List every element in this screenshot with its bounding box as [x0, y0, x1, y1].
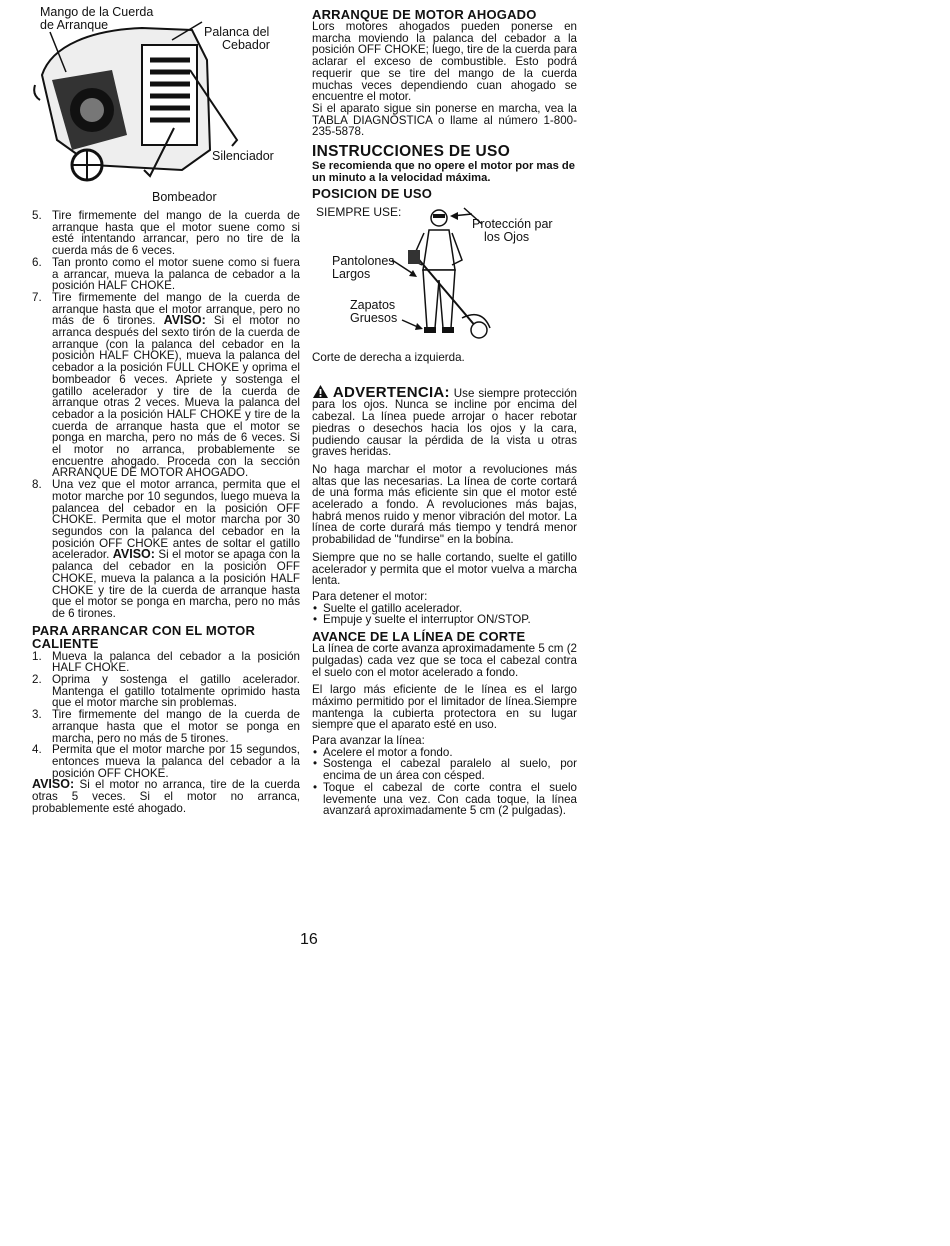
list-item: • Acelere el motor a fondo.	[313, 745, 453, 759]
instructions-heading: INSTRUCCIONES DE USO	[312, 143, 511, 161]
bullet-text: Suelte el gatillo acelerador.	[323, 601, 463, 615]
step-text: Una vez que el motor arranca, permita que el motor marche por 10 segundos, luego mueva la palancea del cebador en la posición OFF CHOKE. Permita que el motor marcha por 30 segundos con la palanca del cebador en la posición OFF CHOKE antes de soltar el gatillo acelerador.	[52, 478, 300, 562]
list-item: • Sostenga el cabezal paralelo al suelo, por encima de un área con césped.	[313, 757, 577, 783]
long-pants-label-2: Largos	[332, 267, 371, 282]
list-item: • Suelte el gatillo acelerador.	[313, 601, 463, 615]
label-choke-lever: Palanca del	[204, 25, 270, 39]
step-number: 1.	[32, 649, 42, 663]
warm-start-list	[32, 651, 300, 780]
step-text: Si el motor se apaga con la palanca del cebador en la posición OFF CHOKE, mueva la palanca a la posición HALF CHOKE y tire de la cuerda de arranque hasta que el motor se ponga en marcha, pero no más de 6 tirones.	[52, 548, 300, 620]
always-use-label: SIEMPRE USE:	[316, 205, 402, 220]
step-number: 5.	[32, 209, 42, 222]
heavy-shoes-label: Zapatos	[350, 298, 396, 313]
heavy-shoes-label-2: Gruesos	[350, 311, 398, 326]
warning-block	[312, 384, 577, 458]
left-column	[32, 0, 300, 814]
list-item	[32, 257, 300, 292]
label-choke-lever-2: Cebador	[222, 38, 270, 52]
line-advance-para-1: La línea de corte avanza aproximadamente 5 cm (2 pulgadas) cada vez que se toca el cabezal contra el suelo con el motor acelerado a fondo.	[312, 642, 577, 679]
step-text: Tan pronto como el motor suene como si fuera a arrancar, mueva la palanca de cebador a la posición HALF CHOKE.	[52, 255, 300, 293]
step-text: Si el motor no arranca después del sexto tirón de la cuerda de arranque (con la palanca del cebador en la posición HALF CHOKE), mueva la palanca del cebador a la posición FULL CHOKE y oprima el bombeador 6 veces. Apriete y sostenga el gatillo acelerador y tire de la cuerda de arranque otras 2 veces. Mueva la palanca del cebador a la posición HALF CHOKE y tire de la cuerda de arranque hasta que el motor se ponga en marcha, pero no más de 6 veces. Si el motor no arranca, probablemente se encuentre ahogado. Proceda con la sección ARRANQUE DE MOTOR AHOGADO.	[52, 314, 300, 480]
list-item	[32, 292, 300, 479]
step-text: Tire firmemente del mango de la cuerda de arranque hasta que el motor suene como si esté intentando arrancar, pero no tire de la cuerda más de 6 veces.	[52, 209, 300, 258]
list-item	[32, 674, 300, 709]
step-number: 3.	[32, 708, 42, 722]
eye-protection-label-2: los Ojos	[484, 230, 530, 245]
line-advance-list	[312, 747, 577, 817]
flooded-heading: ARRANQUE DE MOTOR AHOGADO	[312, 7, 537, 22]
list-item	[32, 651, 300, 674]
step-text: Tire firmemente del mango de la cuerda de arranque hasta que el motor arranque, pero no más de 6 tirones.	[52, 290, 300, 328]
stop-intro: Para detener el motor:	[312, 589, 428, 603]
list-item	[32, 744, 300, 779]
label-cord-handle: Mango de la Cuerda	[40, 5, 154, 19]
list-item	[32, 210, 300, 257]
line-advance-para-2: El largo más eficiente de le línea es el largo máximo permitido por el limitador de línea.Siempre mantenga la cubierta protectora en su lugar siempre que el aparato esté en uso.	[312, 683, 577, 732]
list-item: • Empuje y suelte el interruptor ON/STOP.	[313, 613, 531, 627]
engine-figure	[32, 0, 300, 210]
list-item: • Toque el cabezal de corte contra el suelo levemente una vez. Con cada toque, la línea avanzará aproximadamente 5 cm (2 pulgadas).	[313, 780, 577, 818]
step-number: 8.	[32, 478, 42, 492]
long-pants-label: Pantolones	[332, 254, 395, 269]
warm-start-heading: PARA ARRANCAR CON EL MOTOR CALIENTE	[32, 622, 256, 651]
bullet-text: Empuje y suelte el interruptor ON/STOP.	[323, 613, 531, 627]
label-muffler: Silenciador	[212, 149, 274, 163]
operation-para-1: No haga marchar el motor a revoluciones más altas que las necesarias. La línea de corte cortará de una forma más eficiente sin que el motor esté acelerado a fondo. A revoluciones más bajas, habrá menos ruido y menor vibración del motor. La línea de corte durará más tiempo y tendrá menor probabilidad de "fundirse" en la bobina.	[312, 462, 577, 547]
stop-list	[312, 603, 577, 626]
line-advance-intro: Para avanzar la línea:	[312, 734, 425, 748]
list-item	[32, 479, 300, 619]
aviso-label: AVISO:	[163, 313, 206, 328]
page-number: 16	[300, 931, 318, 948]
list-item	[32, 709, 300, 744]
line-advance-heading: AVANCE DE LA LÍNEA DE CORTE	[312, 629, 526, 645]
operator-figure	[312, 200, 577, 350]
label-primer: Bombeador	[152, 190, 217, 204]
right-column	[312, 8, 577, 817]
cutting-caption: Corte de derecha a izquierda.	[312, 351, 465, 365]
step-text: Permita que el motor marche por 15 segundos, entonces mueva la palanca del cebador a la posición OFF CHOKE.	[52, 743, 300, 780]
label-cord-handle-2: de Arranque	[40, 18, 109, 32]
flooded-para-1: Lors motores ahogados pueden ponerse en marcha moviendo la palanca del cebador a la posición OFF CHOKE; luego, tire de la cuerda para aclarar el exceso de combustible. Esto podrá requerir que se tire del mango de la cuerda muchas veces dependiendo cuan ahogado se encuentre el motor.	[312, 20, 577, 104]
step-text: Oprima y sostenga el gatillo acelerador. Mantenga el gatillo totalmente oprimido hasta que el motor marche sin problemas.	[52, 673, 300, 710]
aviso-text: Si el motor no arranca, tire de la cuerda otras 5 veces. Si el motor no arranca, probablemente esté ahogado.	[32, 778, 300, 815]
warning-triangle-icon	[312, 384, 329, 399]
warning-word: ADVERTENCIA:	[332, 383, 450, 401]
aviso-label: AVISO:	[32, 777, 75, 792]
step-number: 2.	[32, 673, 42, 687]
step-text: Tire firmemente del mango de la cuerda de arranque hasta que el motor se ponga en marcha, pero no más de 5 tirones.	[52, 708, 300, 745]
step-number: 7.	[32, 290, 42, 304]
bullet-text: Acelere el motor a fondo.	[323, 745, 453, 759]
operation-para-2: Siempre que no se halle cortando, suelte el gatillo acelerador y permita que el motor vuelva a marcha lenta.	[312, 550, 577, 588]
step-number: 4.	[32, 743, 42, 757]
warm-start-aviso	[32, 779, 300, 814]
bullet-text: Sostenga el cabezal paralelo al suelo, por encima de un área con césped.	[323, 757, 577, 783]
step-text: Mueva la palanca del cebador a la posición HALF CHOKE.	[52, 649, 300, 675]
bullet-text: Toque el cabezal de corte contra el suelo levemente una vez. Con cada toque, la línea avanzará aproximadamente 5 cm (2 pulgadas).	[323, 780, 577, 818]
flooded-para-2: Si el aparato sigue sin ponerse en marcha, vea la TABLA DIAGNÓSTICA o llame al número 1-800-235-5878.	[312, 101, 577, 139]
eye-protection-label: Protección par	[472, 217, 553, 232]
start-steps-list	[32, 210, 300, 620]
warning-text: Use siempre protección para los ojos. Nunca se incline por encima del cabezal. La línea puede arrojar o hacer rebotar piedras o desechos hacia los ojos y la cara, pudiendo causar la pérdida de la vista u otras graves heridas.	[312, 386, 577, 459]
step-number: 6.	[32, 255, 42, 269]
position-heading: POSICION DE USO	[312, 186, 433, 202]
aviso-label: AVISO:	[112, 547, 155, 562]
instructions-lead: Se recomienda que no opere el motor por mas de un minuto a la velocidad máxima.	[312, 160, 575, 185]
